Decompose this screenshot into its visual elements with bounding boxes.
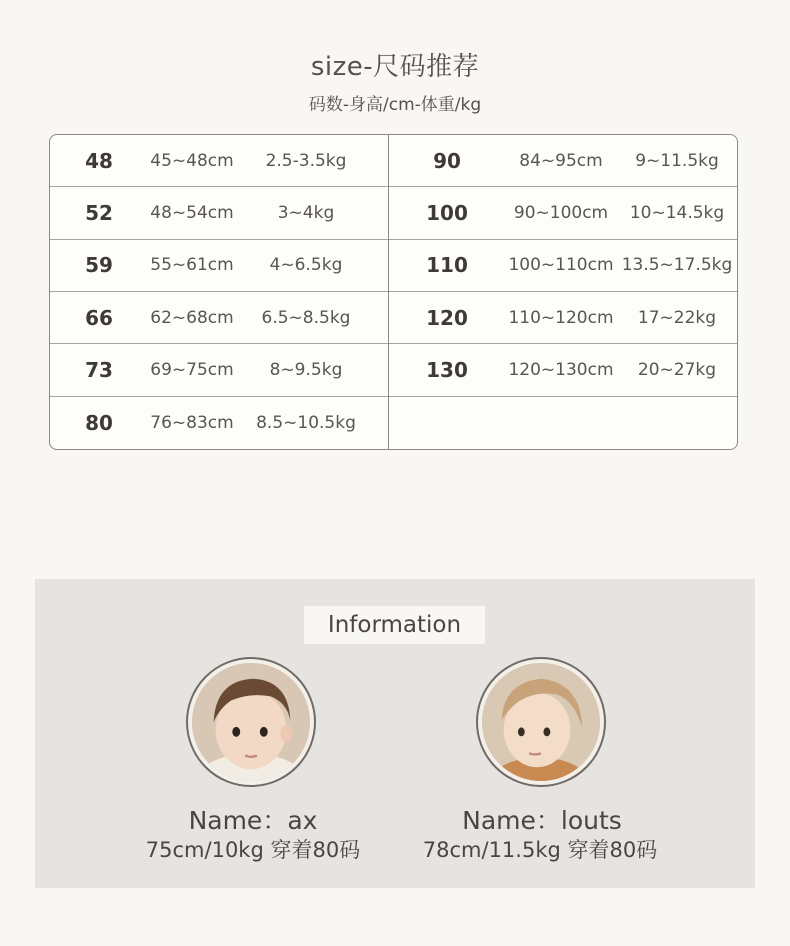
- table-row: [389, 292, 737, 344]
- size-cell: 52: [85, 200, 113, 225]
- table-row: [50, 344, 388, 396]
- size-table: [49, 134, 738, 450]
- weight-cell: 17~22kg: [637, 307, 717, 328]
- size-cell: 80: [85, 410, 113, 435]
- table-row: [50, 187, 388, 239]
- table-row: [50, 135, 388, 187]
- weight-cell: 20~27kg: [637, 359, 717, 380]
- weight-cell: 13.5~17.5kg: [621, 255, 733, 276]
- page-title: size-尺码推荐: [310, 52, 480, 82]
- table-row: [50, 292, 388, 344]
- information-panel: [35, 579, 755, 888]
- table-row: [50, 397, 388, 449]
- weight-cell: 2.5-3.5kg: [265, 150, 347, 171]
- weight-cell: 8~9.5kg: [269, 359, 343, 380]
- size-cell: 130: [426, 357, 468, 382]
- avatar-ax: [186, 657, 316, 787]
- size-cell: 110: [426, 253, 468, 278]
- size-cell: 90: [433, 148, 461, 173]
- weight-cell: 6.5~8.5kg: [261, 307, 351, 328]
- height-cell: 100~110cm: [508, 255, 614, 276]
- size-table-right-column: [389, 135, 737, 449]
- size-cell: 73: [85, 357, 113, 382]
- height-cell: 76~83cm: [150, 412, 234, 433]
- size-table-left-column: [50, 135, 389, 449]
- baby-portrait-icon: [482, 663, 600, 781]
- table-row: [389, 135, 737, 187]
- weight-cell: 10~14.5kg: [629, 202, 725, 223]
- height-cell: 48~54cm: [150, 202, 234, 223]
- height-cell: 45~48cm: [150, 150, 234, 171]
- height-cell: 55~61cm: [150, 255, 234, 276]
- table-row: [389, 240, 737, 292]
- size-cell: 48: [85, 148, 113, 173]
- size-cell: 59: [85, 253, 113, 278]
- weight-cell: 3~4kg: [277, 202, 335, 223]
- height-cell: 90~100cm: [513, 202, 609, 223]
- model-name-ax: Name：ax: [188, 806, 318, 835]
- size-cell: 120: [426, 305, 468, 330]
- model-details-ax: 75cm/10kg 穿着80码: [145, 838, 361, 862]
- weight-cell: 4~6.5kg: [269, 255, 343, 276]
- table-row: [389, 344, 737, 396]
- avatar-louts: [476, 657, 606, 787]
- model-details-louts: 78cm/11.5kg 穿着80码: [422, 838, 658, 862]
- table-row: [50, 240, 388, 292]
- height-cell: 84~95cm: [519, 150, 603, 171]
- weight-cell: 8.5~10.5kg: [256, 412, 356, 433]
- model-name-louts: Name：louts: [462, 806, 622, 835]
- height-cell: 62~68cm: [150, 307, 234, 328]
- information-label: Information: [304, 606, 485, 644]
- page-subtitle: 码数-身高/cm-体重/kg: [308, 95, 482, 115]
- table-row-empty: [389, 397, 737, 449]
- size-cell: 100: [426, 200, 468, 225]
- height-cell: 120~130cm: [508, 359, 614, 380]
- weight-cell: 9~11.5kg: [635, 150, 719, 171]
- size-cell: 66: [85, 305, 113, 330]
- baby-portrait-icon: [192, 663, 310, 781]
- table-row: [389, 187, 737, 239]
- height-cell: 69~75cm: [150, 359, 234, 380]
- height-cell: 110~120cm: [508, 307, 614, 328]
